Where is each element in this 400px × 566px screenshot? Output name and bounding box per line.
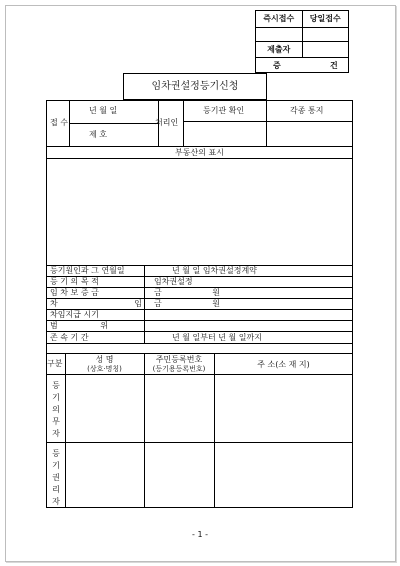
cause-value: 년 월 일 임차권설정계약 [172, 266, 257, 275]
deposit-value: 금 원 [154, 288, 220, 297]
receipt-box [255, 10, 349, 73]
submitter-value [302, 42, 349, 58]
witness-label-1: 증 [273, 61, 281, 70]
reception-date: 년 월 일 [89, 106, 118, 115]
rent-value: 금 원 [154, 299, 220, 308]
notices-label: 각종 통지 [290, 106, 324, 115]
purpose-label: 등 기 의 목 적 [50, 277, 99, 286]
deposit-label: 임 차 보 증 금 [50, 288, 99, 297]
cause-label: 등기원인과 그 연월일 [50, 266, 125, 275]
registry-check-label: 등기관 확인 [203, 106, 245, 115]
immediate-receipt-cell: 즉시접수 [256, 11, 303, 28]
submitter-label: 제출자 [256, 42, 303, 58]
reception-label: 접 수 [50, 118, 68, 127]
witness-row [256, 58, 349, 73]
page-number: - 1 - [192, 530, 208, 539]
term-label: 존 속 기 간 [50, 333, 89, 342]
purpose-value: 임차권설정 [154, 277, 193, 286]
same-day-receipt-cell: 당일접수 [302, 11, 349, 28]
name-subheader: (상호·명칭) [87, 365, 122, 373]
witness-label-2: 건 [330, 61, 338, 70]
type-header: 구분 [47, 359, 63, 368]
address-header: 주 소(소 재 지) [257, 360, 310, 369]
rent-timing-label: 차임지급 시기 [50, 310, 99, 319]
form-title: 임차권설정등기신청 [151, 81, 239, 92]
rent-label: 차 임 [50, 299, 142, 308]
id-header: 주민등록번호 [155, 355, 203, 364]
name-header: 성 명 [95, 355, 114, 364]
obligor-label: 등기의무자 [52, 381, 60, 438]
handler-label: 처리인 [155, 118, 179, 127]
property-header: 부동산의 표시 [175, 148, 224, 157]
term-value: 년 월 일부터 년 월 일까지 [172, 333, 262, 342]
scope-label: 범 위 [50, 321, 108, 330]
same-day-receipt-value [302, 28, 349, 42]
id-subheader: (등기용등록번호) [152, 365, 206, 373]
holder-label: 등기권리자 [52, 449, 60, 506]
reception-number: 제 호 [89, 130, 107, 139]
immediate-receipt-value [256, 28, 303, 42]
